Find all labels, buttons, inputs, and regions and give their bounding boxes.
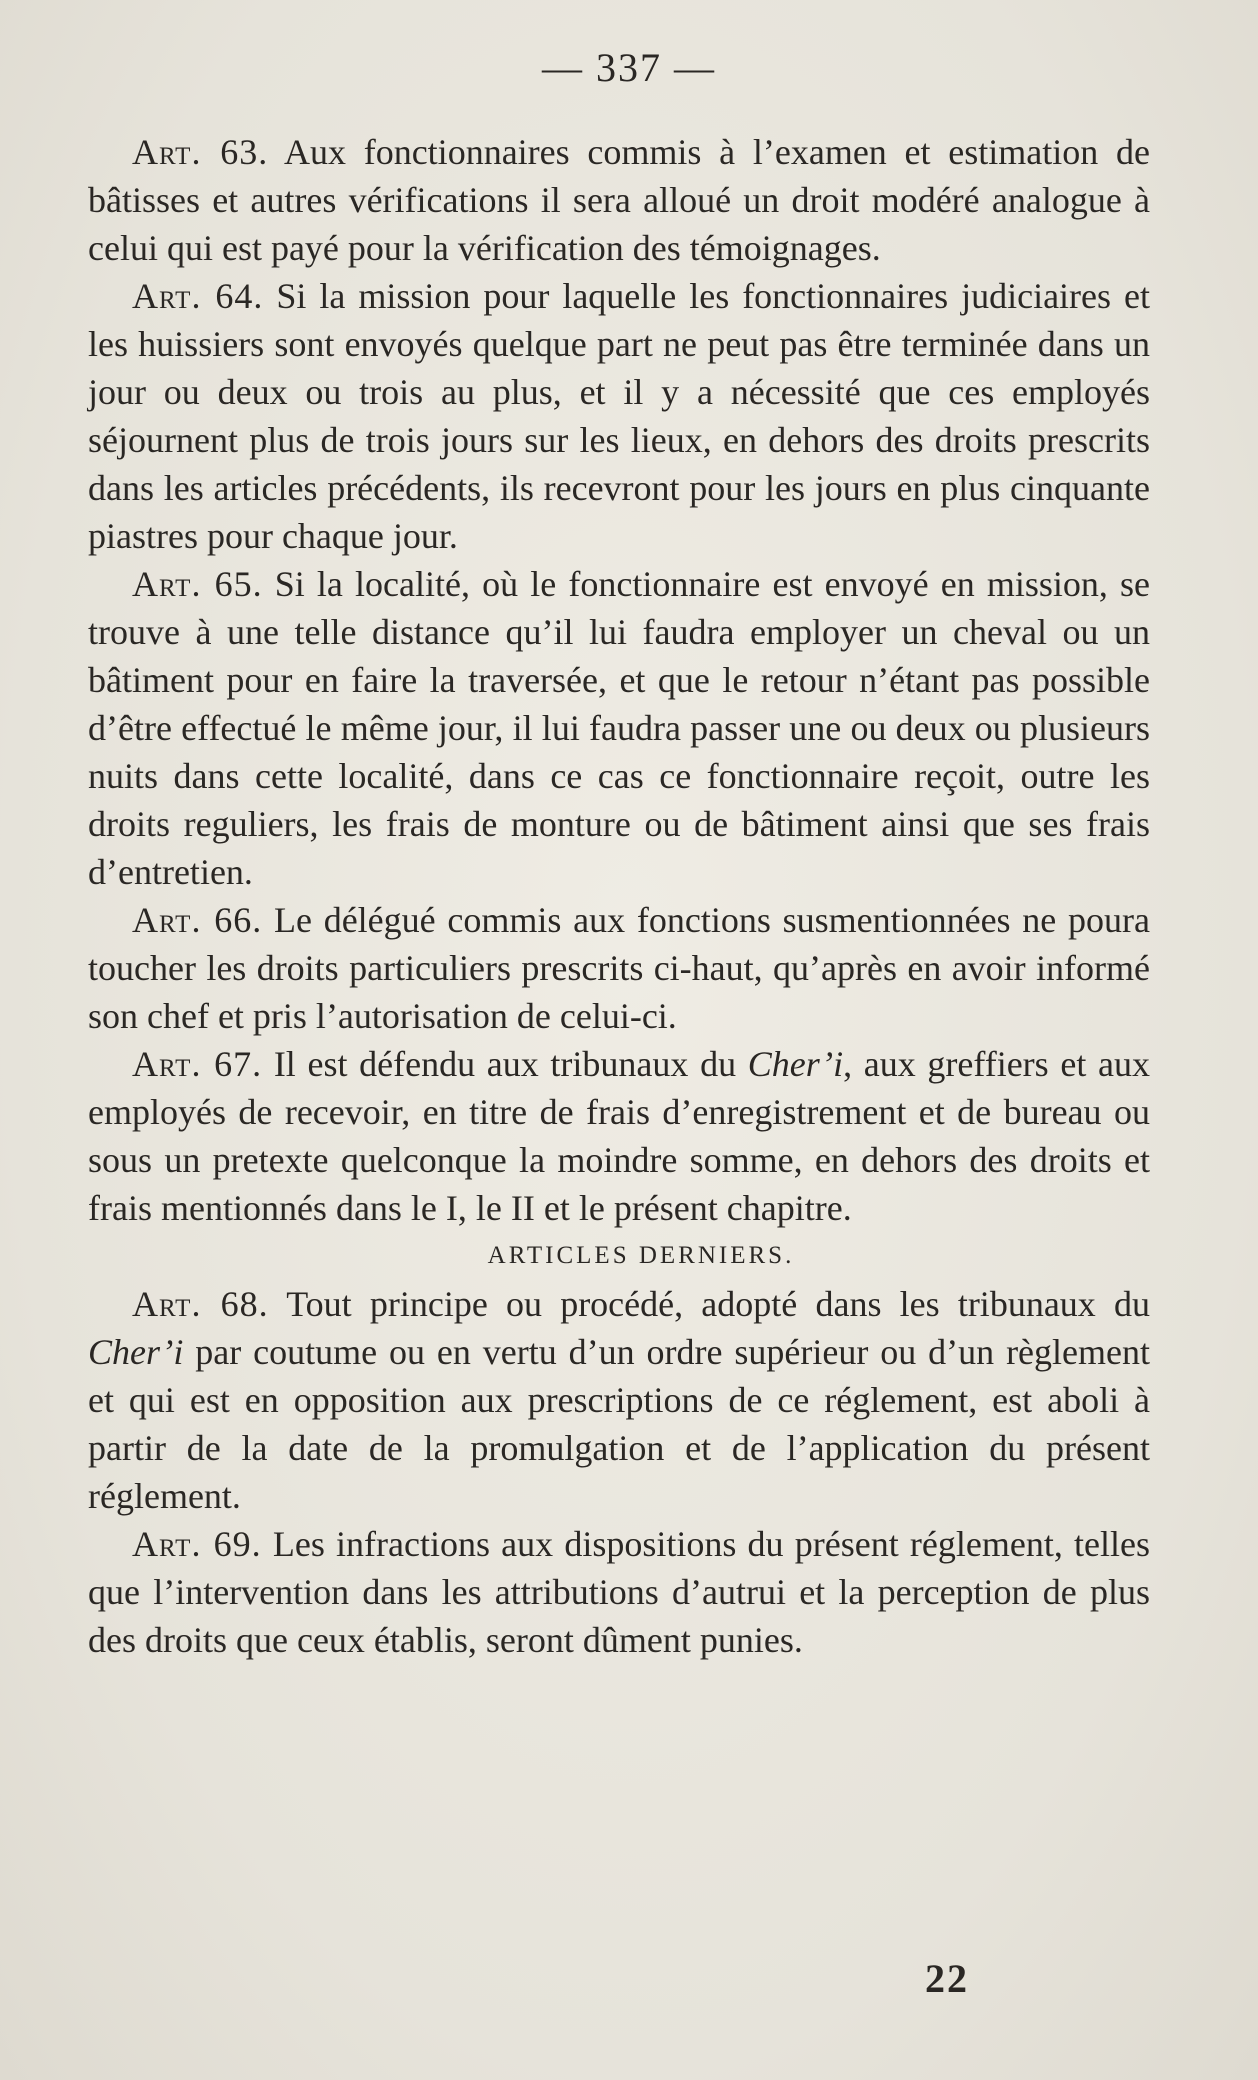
article-label: Art. 66. bbox=[132, 900, 263, 940]
article-text-before: Il est défendu aux tribunaux du bbox=[273, 1044, 748, 1084]
article-label: Art. 67. bbox=[132, 1044, 263, 1084]
article-label: Art. 68. bbox=[132, 1284, 269, 1324]
page-number: — 337 — bbox=[542, 45, 716, 90]
article-65 bbox=[88, 560, 1150, 896]
article-label: Art. 65. bbox=[132, 564, 263, 604]
article-text-before: Tout principe ou procédé, adopté dans les tribunaux du bbox=[286, 1284, 1150, 1324]
page-body bbox=[88, 128, 1150, 1664]
article-italic-term: Cher’i bbox=[747, 1044, 844, 1084]
article-69 bbox=[88, 1520, 1150, 1664]
article-66 bbox=[88, 896, 1150, 1040]
article-label: Art. 63. bbox=[132, 132, 269, 172]
article-italic-term: Cher’i bbox=[88, 1332, 184, 1372]
article-67 bbox=[88, 1040, 1150, 1232]
article-label: Art. 69. bbox=[132, 1524, 262, 1564]
article-68 bbox=[88, 1280, 1150, 1520]
section-title: ARTICLES DERNIERS. bbox=[487, 1242, 795, 1269]
article-text-after: , aux greffiers et aux employés de recevoir, en titre de frais d’enregistrement et de bureau ou sous un pretexte quelconque la moindre somme, en dehors des droits et frais mentionnés dans le I, le II et le présent chapitre. bbox=[88, 1044, 1150, 1228]
article-text-after: par coutume ou en vertu d’un ordre supérieur ou d’un règlement et qui est en opposition aux prescriptions de ce réglement, est aboli à partir de la date de la promulgation et de l’application du présent réglement. bbox=[88, 1332, 1150, 1516]
article-text: Aux fonctionnaires commis à l’examen et estimation de bâtisses et autres vérifications il sera alloué un droit modéré analogue à celui qui est payé pour la vérification des témoignages. bbox=[88, 132, 1150, 268]
signature-mark: 22 bbox=[925, 1956, 969, 2001]
article-63 bbox=[88, 128, 1150, 272]
article-text: Si la localité, où le fonctionnaire est envoyé en mission, se trouve à une telle distance qu’il lui faudra employer un cheval ou un bâtiment pour en faire la traversée, et que le retour n’étant pas possible d’être effectué le même jour, il lui faudra passer une ou deux ou plusieurs nuits dans cette localité, dans ce cas ce fonctionnaire reçoit, outre les droits reguliers, les frais de monture ou de bâtiment ainsi que ses frais d’entretien. bbox=[88, 564, 1150, 892]
article-label: Art. 64. bbox=[132, 276, 264, 316]
article-64 bbox=[88, 272, 1150, 560]
article-text: Le délégué commis aux fonctions susmentionnées ne poura toucher les droits particuliers prescrits ci-haut, qu’après en avoir informé son chef et pris l’autorisation de celui-ci. bbox=[88, 900, 1151, 1036]
article-text: Les infractions aux dispositions du présent réglement, telles que l’intervention dans les attributions d’autrui et la perception de plus des droits que ceux établis, seront dûment punies. bbox=[88, 1524, 1150, 1660]
article-text: Si la mission pour laquelle les fonctionnaires judiciaires et les huissiers sont envoyés quelque part ne peut pas être terminée dans un jour ou deux ou trois au plus, et il y a nécessité que ces employés séjournent plus de trois jours sur les lieux, en dehors des droits prescrits dans les articles précédents, ils recevront pour les jours en plus cinquante piastres pour chaque jour. bbox=[88, 276, 1150, 556]
